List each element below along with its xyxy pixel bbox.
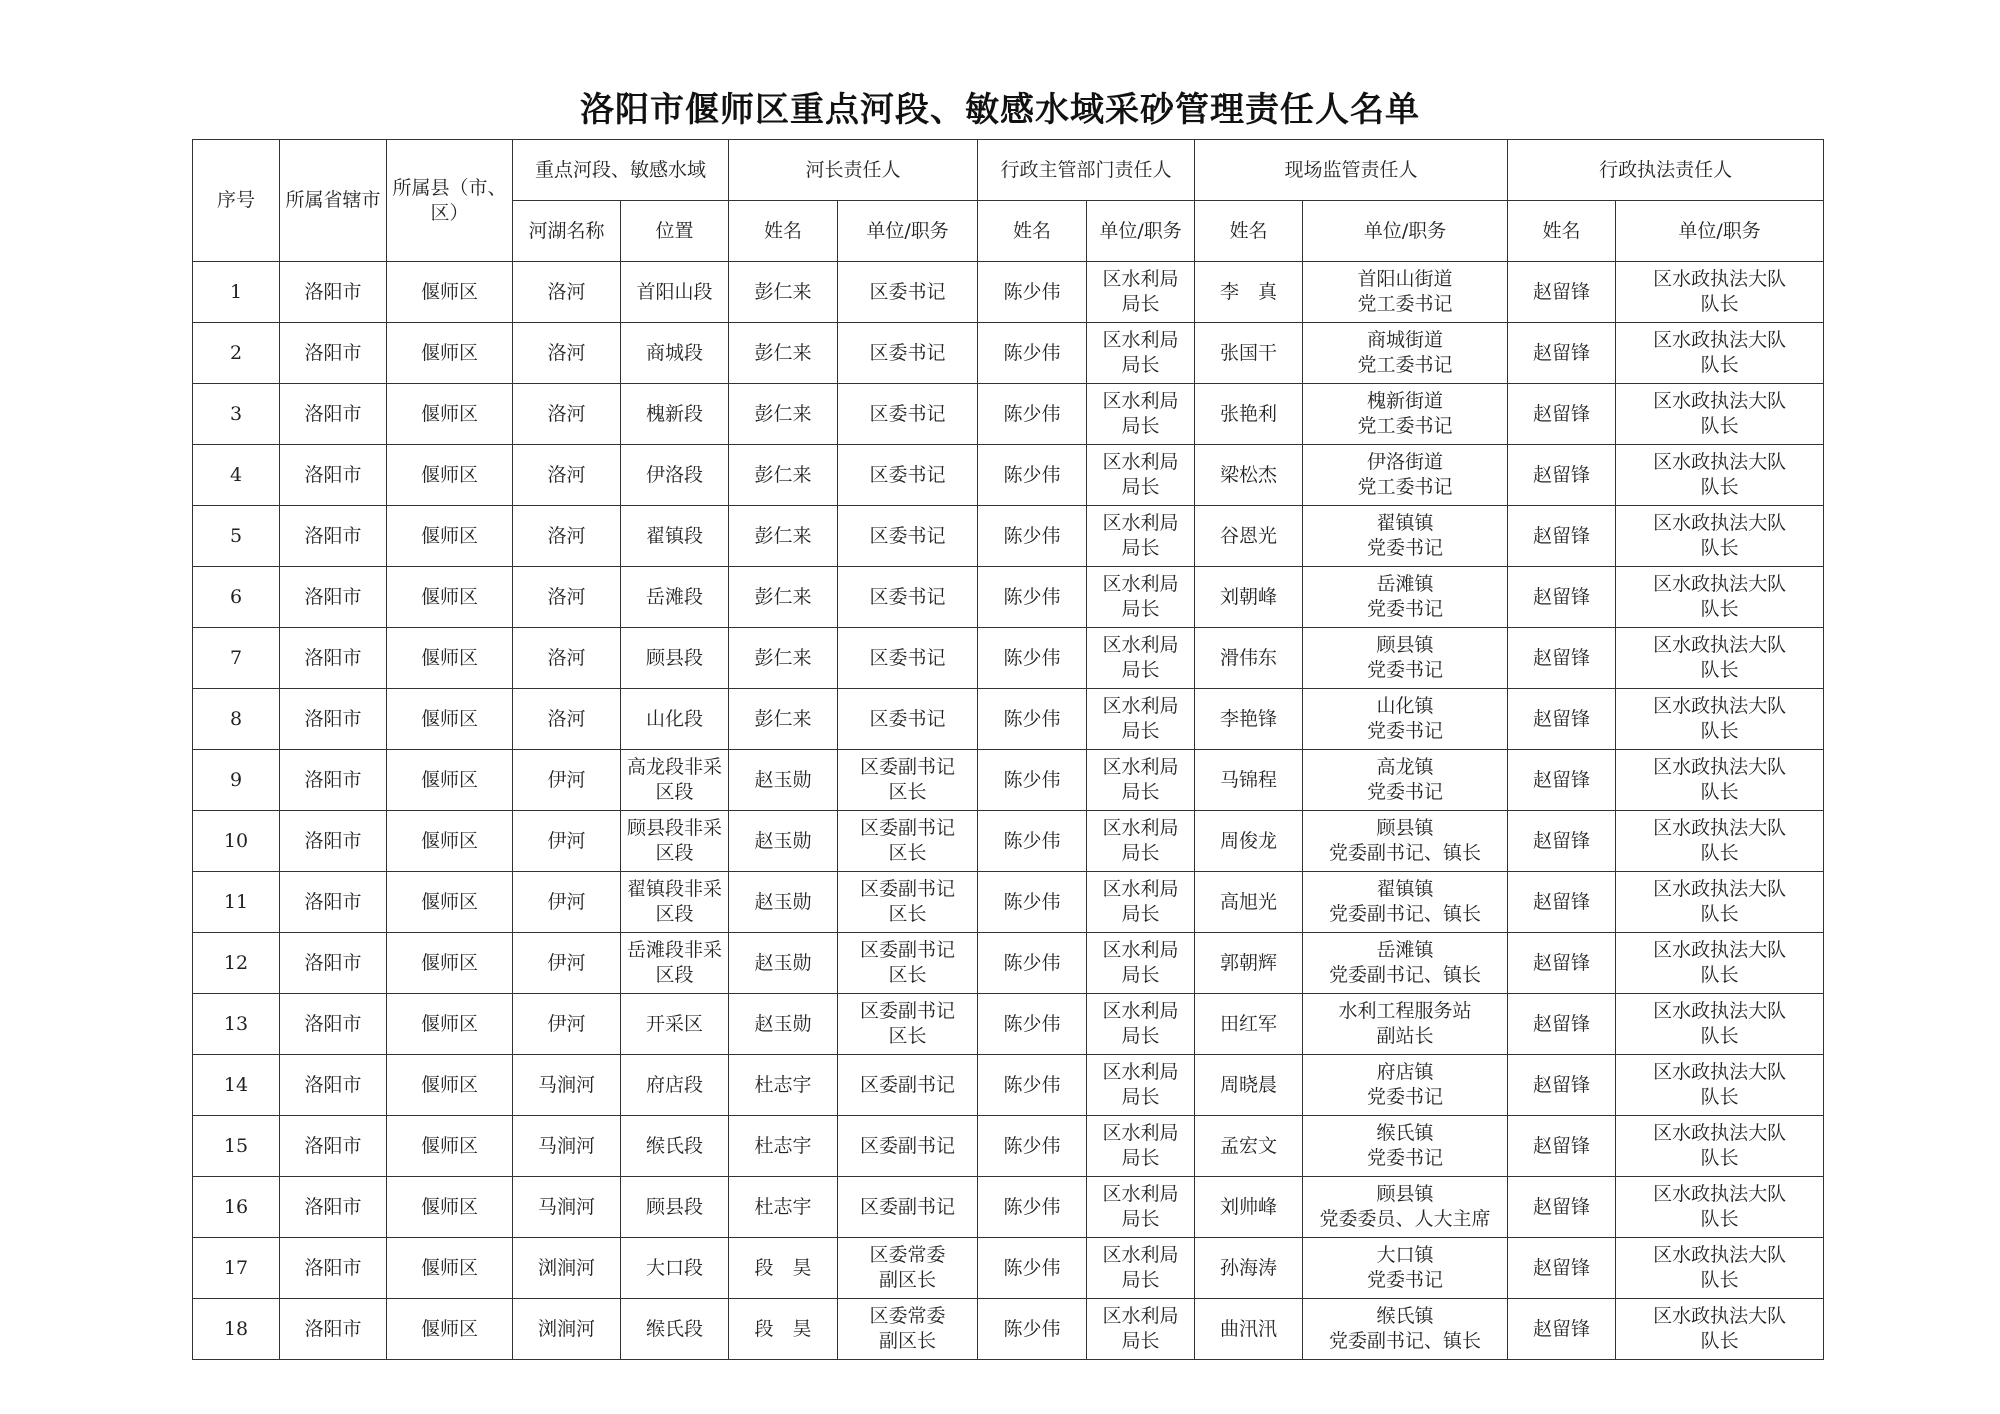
cell-location: 岳滩段非采 区段 [621,933,729,994]
table-row [193,1116,1824,1177]
cell-location: 高龙段非采 区段 [621,750,729,811]
cell-enforce-name: 赵留锋 [1508,1299,1616,1360]
cell-admin-unit: 区水利局 局长 [1087,384,1195,445]
cell-chief-unit: 区委书记 [838,689,978,750]
cell-admin-name: 陈少伟 [978,445,1087,506]
cell-location: 府店段 [621,1055,729,1116]
cell-city: 洛阳市 [280,994,387,1055]
cell-county: 偃师区 [387,872,513,933]
cell-county: 偃师区 [387,506,513,567]
cell-enforce-name: 赵留锋 [1508,262,1616,323]
table-row [193,811,1824,872]
cell-city: 洛阳市 [280,872,387,933]
cell-county: 偃师区 [387,262,513,323]
cell-site-unit: 翟镇镇 党委书记 [1303,506,1508,567]
table-row [193,872,1824,933]
cell-enforce-unit: 区水政执法大队 队长 [1616,994,1824,1055]
cell-enforce-name: 赵留锋 [1508,1055,1616,1116]
header-river-name: 河湖名称 [513,201,621,262]
cell-chief-name: 彭仁来 [729,506,838,567]
cell-river-name: 伊河 [513,994,621,1055]
cell-admin-name: 陈少伟 [978,994,1087,1055]
cell-river-name: 马涧河 [513,1055,621,1116]
cell-county: 偃师区 [387,1116,513,1177]
cell-enforce-unit: 区水政执法大队 队长 [1616,1055,1824,1116]
cell-site-unit: 顾县镇 党委书记 [1303,628,1508,689]
cell-site-name: 梁松杰 [1195,445,1303,506]
cell-chief-name: 杜志宇 [729,1055,838,1116]
cell-city: 洛阳市 [280,811,387,872]
cell-site-name: 周晓晨 [1195,1055,1303,1116]
cell-admin-unit: 区水利局 局长 [1087,628,1195,689]
cell-chief-unit: 区委书记 [838,262,978,323]
cell-city: 洛阳市 [280,689,387,750]
cell-chief-name: 赵玉勋 [729,994,838,1055]
header-site-name: 姓名 [1195,201,1303,262]
cell-admin-unit: 区水利局 局长 [1087,567,1195,628]
cell-site-name: 张国干 [1195,323,1303,384]
cell-location: 顾县段 [621,1177,729,1238]
header-enforce-name: 姓名 [1508,201,1616,262]
cell-seq: 13 [193,994,280,1055]
cell-admin-unit: 区水利局 局长 [1087,1177,1195,1238]
cell-county: 偃师区 [387,1299,513,1360]
cell-city: 洛阳市 [280,933,387,994]
cell-admin-name: 陈少伟 [978,323,1087,384]
cell-site-unit: 岳滩镇 党委副书记、镇长 [1303,933,1508,994]
cell-site-unit: 山化镇 党委书记 [1303,689,1508,750]
cell-chief-name: 彭仁来 [729,567,838,628]
cell-chief-name: 彭仁来 [729,384,838,445]
cell-admin-unit: 区水利局 局长 [1087,506,1195,567]
cell-enforce-unit: 区水政执法大队 队长 [1616,567,1824,628]
cell-seq: 16 [193,1177,280,1238]
cell-river-name: 洛河 [513,445,621,506]
cell-city: 洛阳市 [280,1299,387,1360]
cell-chief-unit: 区委副书记 区长 [838,811,978,872]
cell-admin-unit: 区水利局 局长 [1087,262,1195,323]
cell-chief-name: 赵玉勋 [729,811,838,872]
cell-enforce-name: 赵留锋 [1508,567,1616,628]
cell-river-name: 浏涧河 [513,1299,621,1360]
cell-county: 偃师区 [387,811,513,872]
cell-chief-unit: 区委书记 [838,445,978,506]
cell-admin-unit: 区水利局 局长 [1087,933,1195,994]
cell-admin-unit: 区水利局 局长 [1087,872,1195,933]
cell-enforce-name: 赵留锋 [1508,1116,1616,1177]
cell-enforce-unit: 区水政执法大队 队长 [1616,1238,1824,1299]
header-site-group: 现场监管责任人 [1195,140,1508,201]
table-row [193,506,1824,567]
cell-admin-name: 陈少伟 [978,811,1087,872]
cell-seq: 9 [193,750,280,811]
cell-site-name: 周俊龙 [1195,811,1303,872]
cell-county: 偃师区 [387,1238,513,1299]
cell-chief-unit: 区委副书记 区长 [838,994,978,1055]
cell-river-name: 洛河 [513,689,621,750]
document-title: 洛阳市偃师区重点河段、敏感水域采砂管理责任人名单 [580,90,1420,130]
cell-enforce-name: 赵留锋 [1508,933,1616,994]
cell-river-name: 伊河 [513,750,621,811]
cell-site-unit: 首阳山街道 党工委书记 [1303,262,1508,323]
header-site-unit: 单位/职务 [1303,201,1508,262]
responsibility-table [192,139,1824,1360]
cell-site-name: 孟宏文 [1195,1116,1303,1177]
cell-seq: 15 [193,1116,280,1177]
cell-enforce-unit: 区水政执法大队 队长 [1616,750,1824,811]
cell-county: 偃师区 [387,1055,513,1116]
header-chief-name: 姓名 [729,201,838,262]
table-row [193,1238,1824,1299]
cell-city: 洛阳市 [280,750,387,811]
cell-county: 偃师区 [387,445,513,506]
cell-site-name: 马锦程 [1195,750,1303,811]
cell-location: 首阳山段 [621,262,729,323]
table-row [193,1055,1824,1116]
cell-site-name: 滑伟东 [1195,628,1303,689]
cell-river-name: 伊河 [513,811,621,872]
cell-location: 大口段 [621,1238,729,1299]
cell-seq: 7 [193,628,280,689]
table-row [193,1299,1824,1360]
cell-county: 偃师区 [387,323,513,384]
cell-seq: 5 [193,506,280,567]
cell-site-unit: 府店镇 党委书记 [1303,1055,1508,1116]
cell-seq: 12 [193,933,280,994]
header-enforce-unit: 单位/职务 [1616,201,1824,262]
cell-enforce-name: 赵留锋 [1508,689,1616,750]
cell-river-name: 洛河 [513,506,621,567]
cell-enforce-name: 赵留锋 [1508,323,1616,384]
cell-site-name: 高旭光 [1195,872,1303,933]
cell-river-name: 洛河 [513,323,621,384]
cell-enforce-unit: 区水政执法大队 队长 [1616,1116,1824,1177]
cell-site-name: 张艳利 [1195,384,1303,445]
cell-enforce-unit: 区水政执法大队 队长 [1616,262,1824,323]
cell-enforce-unit: 区水政执法大队 队长 [1616,323,1824,384]
cell-admin-unit: 区水利局 局长 [1087,323,1195,384]
table-row [193,262,1824,323]
table-row [193,567,1824,628]
cell-enforce-unit: 区水政执法大队 队长 [1616,384,1824,445]
table-row [193,994,1824,1055]
cell-site-name: 刘帅峰 [1195,1177,1303,1238]
header-seq: 序号 [193,140,280,262]
cell-enforce-unit: 区水政执法大队 队长 [1616,1299,1824,1360]
cell-chief-name: 杜志宇 [729,1177,838,1238]
cell-enforce-unit: 区水政执法大队 队长 [1616,506,1824,567]
cell-enforce-name: 赵留锋 [1508,1177,1616,1238]
cell-site-unit: 伊洛街道 党工委书记 [1303,445,1508,506]
cell-river-name: 洛河 [513,262,621,323]
cell-admin-name: 陈少伟 [978,1116,1087,1177]
cell-city: 洛阳市 [280,567,387,628]
cell-location: 岳滩段 [621,567,729,628]
cell-enforce-unit: 区水政执法大队 队长 [1616,811,1824,872]
header-admin-group: 行政主管部门责任人 [978,140,1195,201]
cell-site-name: 刘朝峰 [1195,567,1303,628]
cell-site-name: 曲汛汛 [1195,1299,1303,1360]
cell-city: 洛阳市 [280,1055,387,1116]
cell-river-name: 洛河 [513,567,621,628]
cell-chief-unit: 区委书记 [838,506,978,567]
cell-site-name: 孙海涛 [1195,1238,1303,1299]
header-chief-unit: 单位/职务 [838,201,978,262]
cell-admin-unit: 区水利局 局长 [1087,1238,1195,1299]
cell-seq: 14 [193,1055,280,1116]
cell-enforce-unit: 区水政执法大队 队长 [1616,872,1824,933]
cell-location: 山化段 [621,689,729,750]
cell-site-unit: 商城街道 党工委书记 [1303,323,1508,384]
cell-site-unit: 岳滩镇 党委书记 [1303,567,1508,628]
cell-admin-name: 陈少伟 [978,567,1087,628]
cell-city: 洛阳市 [280,262,387,323]
cell-admin-name: 陈少伟 [978,262,1087,323]
cell-chief-unit: 区委副书记 [838,1177,978,1238]
cell-chief-unit: 区委副书记 [838,1116,978,1177]
cell-seq: 8 [193,689,280,750]
cell-seq: 4 [193,445,280,506]
cell-enforce-name: 赵留锋 [1508,750,1616,811]
cell-admin-unit: 区水利局 局长 [1087,811,1195,872]
cell-chief-unit: 区委书记 [838,567,978,628]
cell-location: 槐新段 [621,384,729,445]
table-row [193,384,1824,445]
cell-seq: 17 [193,1238,280,1299]
cell-enforce-unit: 区水政执法大队 队长 [1616,445,1824,506]
cell-enforce-unit: 区水政执法大队 队长 [1616,689,1824,750]
cell-admin-name: 陈少伟 [978,1238,1087,1299]
cell-admin-unit: 区水利局 局长 [1087,750,1195,811]
cell-seq: 6 [193,567,280,628]
cell-city: 洛阳市 [280,1238,387,1299]
cell-city: 洛阳市 [280,384,387,445]
table-row [193,1177,1824,1238]
header-county: 所属县（市、区） [387,140,513,262]
cell-site-unit: 顾县镇 党委副书记、镇长 [1303,811,1508,872]
cell-admin-name: 陈少伟 [978,750,1087,811]
cell-admin-unit: 区水利局 局长 [1087,1299,1195,1360]
cell-river-name: 伊河 [513,872,621,933]
cell-admin-name: 陈少伟 [978,1299,1087,1360]
cell-enforce-unit: 区水政执法大队 队长 [1616,933,1824,994]
cell-chief-unit: 区委书记 [838,384,978,445]
cell-county: 偃师区 [387,750,513,811]
cell-site-unit: 顾县镇 党委委员、人大主席 [1303,1177,1508,1238]
cell-seq: 18 [193,1299,280,1360]
header-enforce-group: 行政执法责任人 [1508,140,1824,201]
table-row [193,933,1824,994]
cell-city: 洛阳市 [280,506,387,567]
cell-county: 偃师区 [387,384,513,445]
cell-site-name: 田红军 [1195,994,1303,1055]
cell-chief-unit: 区委副书记 区长 [838,750,978,811]
cell-enforce-unit: 区水政执法大队 队长 [1616,628,1824,689]
cell-admin-name: 陈少伟 [978,689,1087,750]
cell-enforce-name: 赵留锋 [1508,811,1616,872]
cell-chief-name: 赵玉勋 [729,933,838,994]
header-river-chief-group: 河长责任人 [729,140,978,201]
cell-county: 偃师区 [387,567,513,628]
cell-admin-unit: 区水利局 局长 [1087,1116,1195,1177]
cell-river-name: 马涧河 [513,1177,621,1238]
cell-site-unit: 缑氏镇 党委书记 [1303,1116,1508,1177]
cell-admin-unit: 区水利局 局长 [1087,1055,1195,1116]
cell-admin-unit: 区水利局 局长 [1087,689,1195,750]
cell-chief-unit: 区委副书记 区长 [838,872,978,933]
cell-admin-name: 陈少伟 [978,1055,1087,1116]
cell-admin-name: 陈少伟 [978,1177,1087,1238]
table-row [193,689,1824,750]
cell-site-name: 郭朝辉 [1195,933,1303,994]
cell-city: 洛阳市 [280,323,387,384]
cell-site-unit: 高龙镇 党委书记 [1303,750,1508,811]
table-row [193,628,1824,689]
cell-chief-name: 赵玉勋 [729,872,838,933]
header-location: 位置 [621,201,729,262]
cell-enforce-name: 赵留锋 [1508,994,1616,1055]
header-city: 所属省辖市 [280,140,387,262]
cell-seq: 3 [193,384,280,445]
cell-location: 伊洛段 [621,445,729,506]
cell-site-name: 谷恩光 [1195,506,1303,567]
cell-chief-name: 彭仁来 [729,262,838,323]
table-body [193,262,1824,1360]
cell-chief-unit: 区委书记 [838,323,978,384]
cell-chief-unit: 区委书记 [838,628,978,689]
cell-chief-unit: 区委副书记 [838,1055,978,1116]
cell-city: 洛阳市 [280,628,387,689]
table-row [193,750,1824,811]
table-row [193,445,1824,506]
cell-chief-name: 彭仁来 [729,323,838,384]
cell-seq: 2 [193,323,280,384]
cell-site-unit: 槐新街道 党工委书记 [1303,384,1508,445]
cell-admin-unit: 区水利局 局长 [1087,445,1195,506]
cell-site-name: 李 真 [1195,262,1303,323]
cell-chief-name: 杜志宇 [729,1116,838,1177]
cell-chief-name: 彭仁来 [729,628,838,689]
cell-enforce-name: 赵留锋 [1508,628,1616,689]
cell-county: 偃师区 [387,994,513,1055]
cell-site-unit: 缑氏镇 党委副书记、镇长 [1303,1299,1508,1360]
cell-seq: 1 [193,262,280,323]
cell-enforce-name: 赵留锋 [1508,1238,1616,1299]
header-admin-name: 姓名 [978,201,1087,262]
cell-county: 偃师区 [387,689,513,750]
cell-seq: 11 [193,872,280,933]
cell-chief-unit: 区委常委 副区长 [838,1238,978,1299]
cell-admin-name: 陈少伟 [978,384,1087,445]
cell-chief-name: 段 昊 [729,1299,838,1360]
cell-city: 洛阳市 [280,1116,387,1177]
cell-admin-name: 陈少伟 [978,506,1087,567]
cell-location: 顾县段 [621,628,729,689]
cell-seq: 10 [193,811,280,872]
cell-enforce-unit: 区水政执法大队 队长 [1616,1177,1824,1238]
cell-location: 翟镇段 [621,506,729,567]
cell-county: 偃师区 [387,628,513,689]
cell-admin-name: 陈少伟 [978,628,1087,689]
cell-site-unit: 翟镇镇 党委副书记、镇长 [1303,872,1508,933]
cell-river-name: 洛河 [513,384,621,445]
cell-county: 偃师区 [387,1177,513,1238]
cell-location: 翟镇段非采 区段 [621,872,729,933]
cell-chief-unit: 区委常委 副区长 [838,1299,978,1360]
cell-city: 洛阳市 [280,445,387,506]
header-admin-unit: 单位/职务 [1087,201,1195,262]
table-header [193,140,1824,262]
cell-location: 开采区 [621,994,729,1055]
cell-site-unit: 水利工程服务站 副站长 [1303,994,1508,1055]
cell-enforce-name: 赵留锋 [1508,506,1616,567]
cell-site-name: 李艳锋 [1195,689,1303,750]
cell-city: 洛阳市 [280,1177,387,1238]
header-section-group: 重点河段、敏感水域 [513,140,729,201]
cell-chief-name: 赵玉勋 [729,750,838,811]
cell-enforce-name: 赵留锋 [1508,384,1616,445]
cell-county: 偃师区 [387,933,513,994]
cell-river-name: 马涧河 [513,1116,621,1177]
cell-river-name: 洛河 [513,628,621,689]
cell-location: 商城段 [621,323,729,384]
cell-site-unit: 大口镇 党委书记 [1303,1238,1508,1299]
cell-location: 缑氏段 [621,1299,729,1360]
cell-chief-name: 段 昊 [729,1238,838,1299]
cell-admin-unit: 区水利局 局长 [1087,994,1195,1055]
cell-enforce-name: 赵留锋 [1508,872,1616,933]
cell-chief-unit: 区委副书记 区长 [838,933,978,994]
cell-location: 缑氏段 [621,1116,729,1177]
table-row [193,323,1824,384]
header-row-group [193,140,1824,201]
cell-river-name: 伊河 [513,933,621,994]
cell-chief-name: 彭仁来 [729,445,838,506]
cell-chief-name: 彭仁来 [729,689,838,750]
cell-enforce-name: 赵留锋 [1508,445,1616,506]
cell-admin-name: 陈少伟 [978,872,1087,933]
cell-admin-name: 陈少伟 [978,933,1087,994]
cell-location: 顾县段非采 区段 [621,811,729,872]
cell-river-name: 浏涧河 [513,1238,621,1299]
